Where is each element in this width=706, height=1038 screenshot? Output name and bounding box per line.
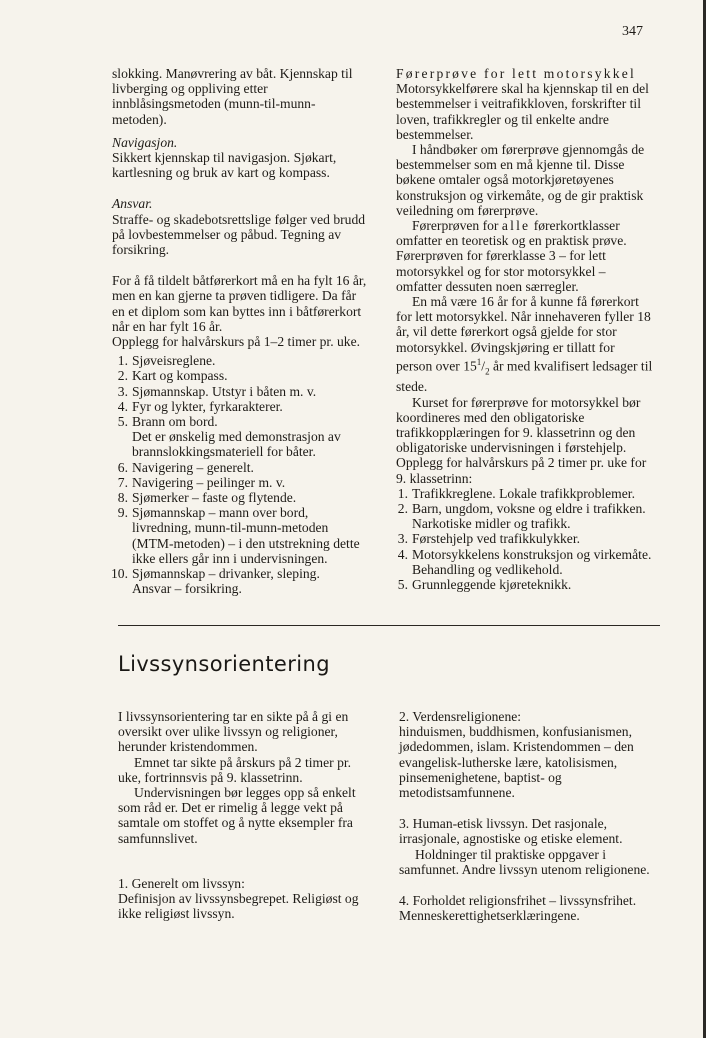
ansvar-block <box>112 196 370 257</box>
motorsykkel-paragraph-1: Motorsykkelførere skal ha kjennskap til en del bestemmelser i veitrafikkloven, forskrifter til loven, trafikkregler og til enkelte andre bestemmelser. <box>396 81 649 142</box>
list-item: 10. Sjømannskap – drivanker, sleping. Ansvar – forsikring. <box>111 566 320 597</box>
item-text: 3. Human-etisk livssyn. Det rasjonale, irrasjonale, agnostiske og etiske element. <box>399 816 623 847</box>
ansvar-text: Straffe- og skadebotsrettslige følger ved brudd på lovbestemmelser og påbud. Tegning av forsikring. <box>112 211 366 258</box>
motorsykkel-paragraph-3: Førerprøven for alle førerkortklasser omfatter en teoretisk og en praktisk prøve. Førerprøven for førerklasse 3 – for lett motorsykkel og for stor motorsykkel – omfatter dessuten noen særregler. <box>396 218 627 294</box>
motorsykkel-opplegg: Opplegg for halvårskurs på 2 timer pr. uke for 9. klassetrinn: <box>396 455 647 486</box>
page-number: 347 <box>622 24 643 39</box>
batforer-paragraph: For å få tildelt båtførerkort må en ha fylt 16 år, men en kan gjerne ta prøven tidligere. Da får en et diplom som kan byttes inn i båtførerkort når en har fylt 16 år. <box>112 273 367 334</box>
list-item: 5. Grunnleggende kjøreteknikk. <box>397 576 572 592</box>
livssyn-paragraph-3: Undervisningen bør legges opp så enkelt som råd er. Det er rimelig å legge vekt på samtale om stoffet og å nytte eksempler fra samfunnslivet. <box>118 785 356 846</box>
list-item: 5. Brann om bord. Det er ønskelig med demonstrasjon av brannslokkingsmateriell for båter. <box>117 414 341 460</box>
section-divider <box>118 625 660 626</box>
left-column <box>112 66 370 597</box>
list-item: 2. Barn, ungdom, voksne og eldre i trafikken. Narkotiske midler og trafikk. <box>397 500 646 532</box>
motorsykkel-list <box>396 486 654 592</box>
section-title: Livssynsorientering <box>118 652 330 676</box>
course-list <box>112 353 370 596</box>
item-text-continued: Holdninger til praktiske oppgaver i samfunnet. Andre livssyn utenom religionene. <box>399 846 650 877</box>
navigation-block <box>112 135 370 181</box>
item-title: 2. Verdensreligionene: <box>399 709 522 724</box>
livssyn-paragraph-2: Emnet tar sikte på årskurs på 2 timer pr. uke, fortrinnsvis på 9. klassetrinn. <box>118 754 352 785</box>
list-item: 1. Trafikkreglene. Lokale trafikkproblemer. <box>397 485 635 501</box>
intro-paragraph: slokking. Manøvrering av båt. Kjennskap til livberging og oppliving etter innblåsingsmetoden (munn-til-munn-metoden). <box>112 66 353 127</box>
list-item: 4. Fyr og lykter, fyrkarakterer. <box>117 398 283 414</box>
list-item: 9. Sjømannskap – mann over bord, livredning, munn-til-munn-metoden (MTM-metoden) – i den utstrekning dette ikke ellers går inn i undervisningen. <box>117 505 360 566</box>
item-title: 1. Generelt om livssyn: <box>118 875 245 891</box>
navigation-text: Sikkert kjennskap til navigasjon. Sjøkart, kartlesning og bruk av kart og kompass. <box>112 150 337 181</box>
livssyn-item-1 <box>118 876 376 922</box>
list-item: 3. Sjømannskap. Utstyr i båten m. v. <box>117 383 317 399</box>
motorsykkel-heading: Førerprøve for lett motorsykkel <box>396 66 636 81</box>
opplegg-paragraph: Opplegg for halvårskurs på 1–2 timer pr. uke. <box>112 334 361 350</box>
item-text: Definisjon av livssynsbegrepet. Religiøst og ikke religiøst livssyn. <box>118 891 359 922</box>
list-item: 4. Motorsykkelens konstruksjon og virkemåte. Behandling og vedlikehold. <box>397 546 652 577</box>
list-item: 3. Førstehjelp ved trafikkulykker. <box>397 531 580 547</box>
navigation-label: Navigasjon. <box>112 134 178 150</box>
right-column <box>396 66 654 592</box>
motorsykkel-paragraph-5: Kurset for førerprøve for motorsykkel bør koordineres med den obligatoriske trafikkopplæringen for 9. klassetrinn og den obligatoriske undervisningen i førstehjelp. <box>396 394 641 456</box>
motorsykkel-paragraph-4: En må være 16 år for å kunne få førerkort for lett motorsykkel. Når innehaveren fyller 18 år, vil dette førerkort også gjelde for stor motorsykkel. Øvingskjøring er tillatt for person over $15^1/_2$ år med kvalifisert ledsager til stede. <box>396 294 653 395</box>
list-item: 7. Navigering – peilinger m. v. <box>117 474 286 490</box>
list-item: 6. Navigering – generelt. <box>117 459 254 475</box>
list-item: 1. Sjøveisreglene. <box>117 353 216 369</box>
ansvar-label: Ansvar. <box>112 196 153 212</box>
motorsykkel-paragraph-2: I håndbøker om førerprøve gjennomgås de bestemmelser som en må kjenne til. Disse bøkene omtaler også motorkjøretøyenes konstruksjon og virkemåte, og de gir praktisk veiledning om førerprøve. <box>396 142 645 218</box>
livssyn-item-3 <box>399 816 657 877</box>
list-item: 8. Sjømerker – faste og flytende. <box>117 490 297 506</box>
livssyn-paragraph-1: I livssynsorientering tar en sikte på å gi en oversikt over ulike livssyn og religioner, herunder kristendommen. <box>118 709 349 755</box>
lower-left-column <box>118 709 376 921</box>
livssyn-item-4 <box>399 893 657 923</box>
item-text: hinduismen, buddhismen, konfusianismen, jødedommen, islam. Kristendommen – den evangelisk-lutherske lære, katolisismen, pinsemenighetene, baptist- og metodistsamfunnene. <box>399 724 634 801</box>
lower-right-column <box>399 709 657 923</box>
item-text: 4. Forholdet religionsfrihet – livssynsfrihet. Menneskerettighetserklæringene. <box>399 893 637 924</box>
list-item: 2. Kart og kompass. <box>117 368 228 384</box>
livssyn-item-2 <box>399 709 657 800</box>
